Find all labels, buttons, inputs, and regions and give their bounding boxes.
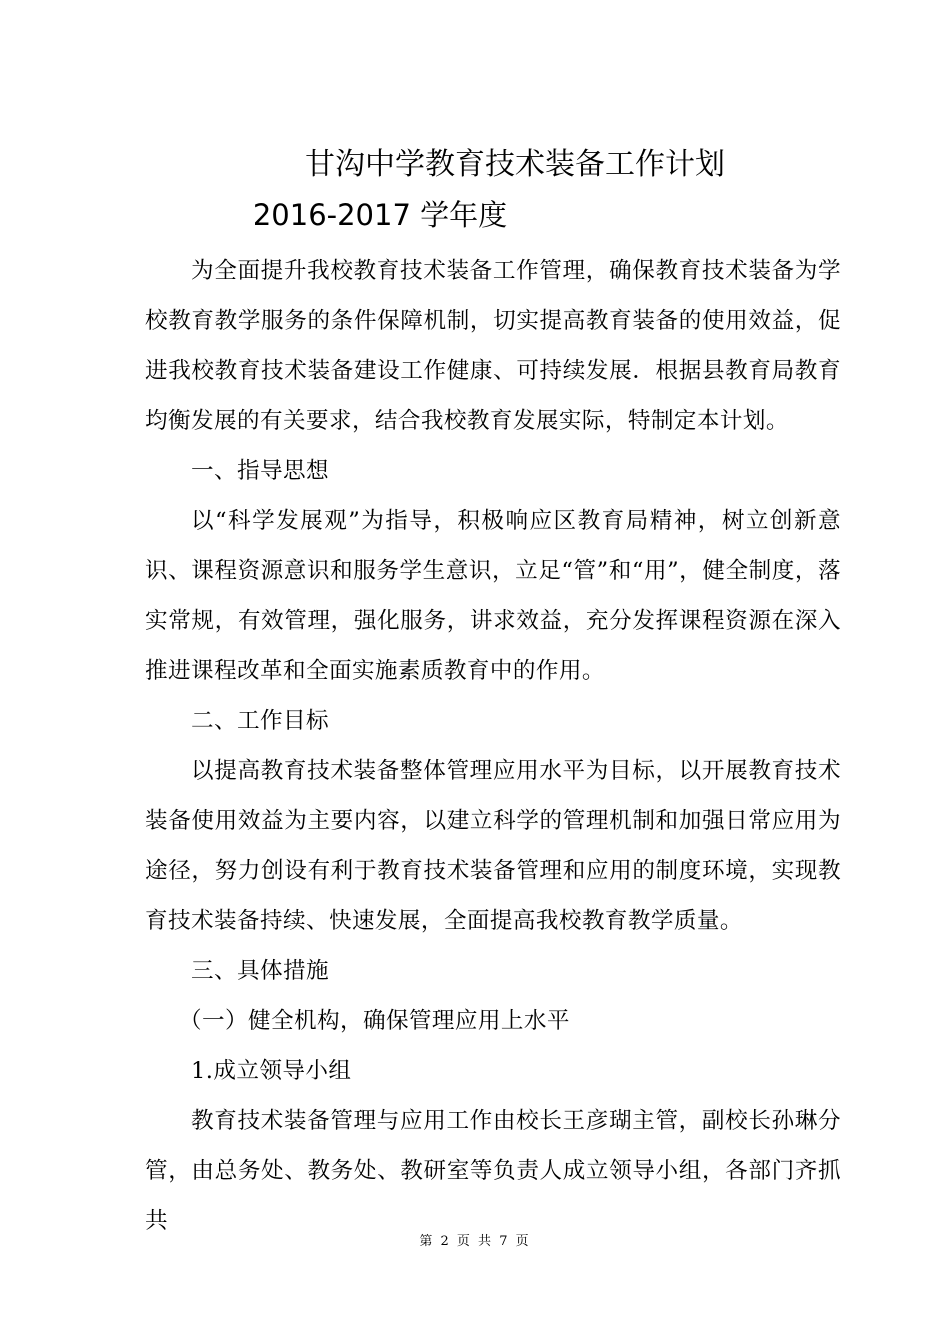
item-body-leadership-group: 教育技术装备管理与应用工作由校长王彦瑚主管，副校长孙琳分管，由总务处、教务处、教研室等负责人成立领导小组，各部门齐抓共	[145, 1108, 841, 1234]
section-heading-guiding-thought: 一、指导思想	[191, 458, 329, 484]
document-body	[145, 246, 841, 1246]
item-heading-leadership-group: 1.成立领导小组	[191, 1058, 352, 1084]
section-body-work-goals: 以提高教育技术装备整体管理应用水平为目标，以开展教育技术装备使用效益为主要内容，以建立科学的管理机制和加强日常应用为途径，努力创设有利于教育技术装备管理和应用的制度环境，实现教育技术装备持续、快速发展，全面提高我校教育教学质量。	[145, 758, 841, 934]
section-body-guiding-thought: 以“科学发展观”为指导，积极响应区教育局精神，树立创新意识、课程资源意识和服务学生意识，立足“管”和“用”，健全制度，落实常规，有效管理，强化服务，讲求效益，充分发挥课程资源在深入推进课程改革和全面实施素质教育中的作用。	[145, 508, 841, 684]
section-heading-measures: 三、具体措施	[191, 958, 329, 984]
document-title: 甘沟中学教育技术装备工作计划	[305, 147, 725, 182]
section-heading-work-goals: 二、工作目标	[191, 708, 329, 734]
intro-paragraph: 为全面提升我校教育技术装备工作管理，确保教育技术装备为学校教育教学服务的条件保障机制，切实提高教育装备的使用效益，促进我校教育技术装备建设工作健康、可持续发展．根据县教育局教育均衡发展的有关要求，结合我校教育发展实际，特制定本计划。	[145, 258, 841, 434]
page-number-footer: 第 2 页 共 7 页	[419, 1234, 531, 1249]
subsection-heading-organization: （一）健全机构，确保管理应用上水平	[179, 1008, 570, 1034]
document-subtitle: 2016-2017 学年度	[252, 198, 508, 232]
